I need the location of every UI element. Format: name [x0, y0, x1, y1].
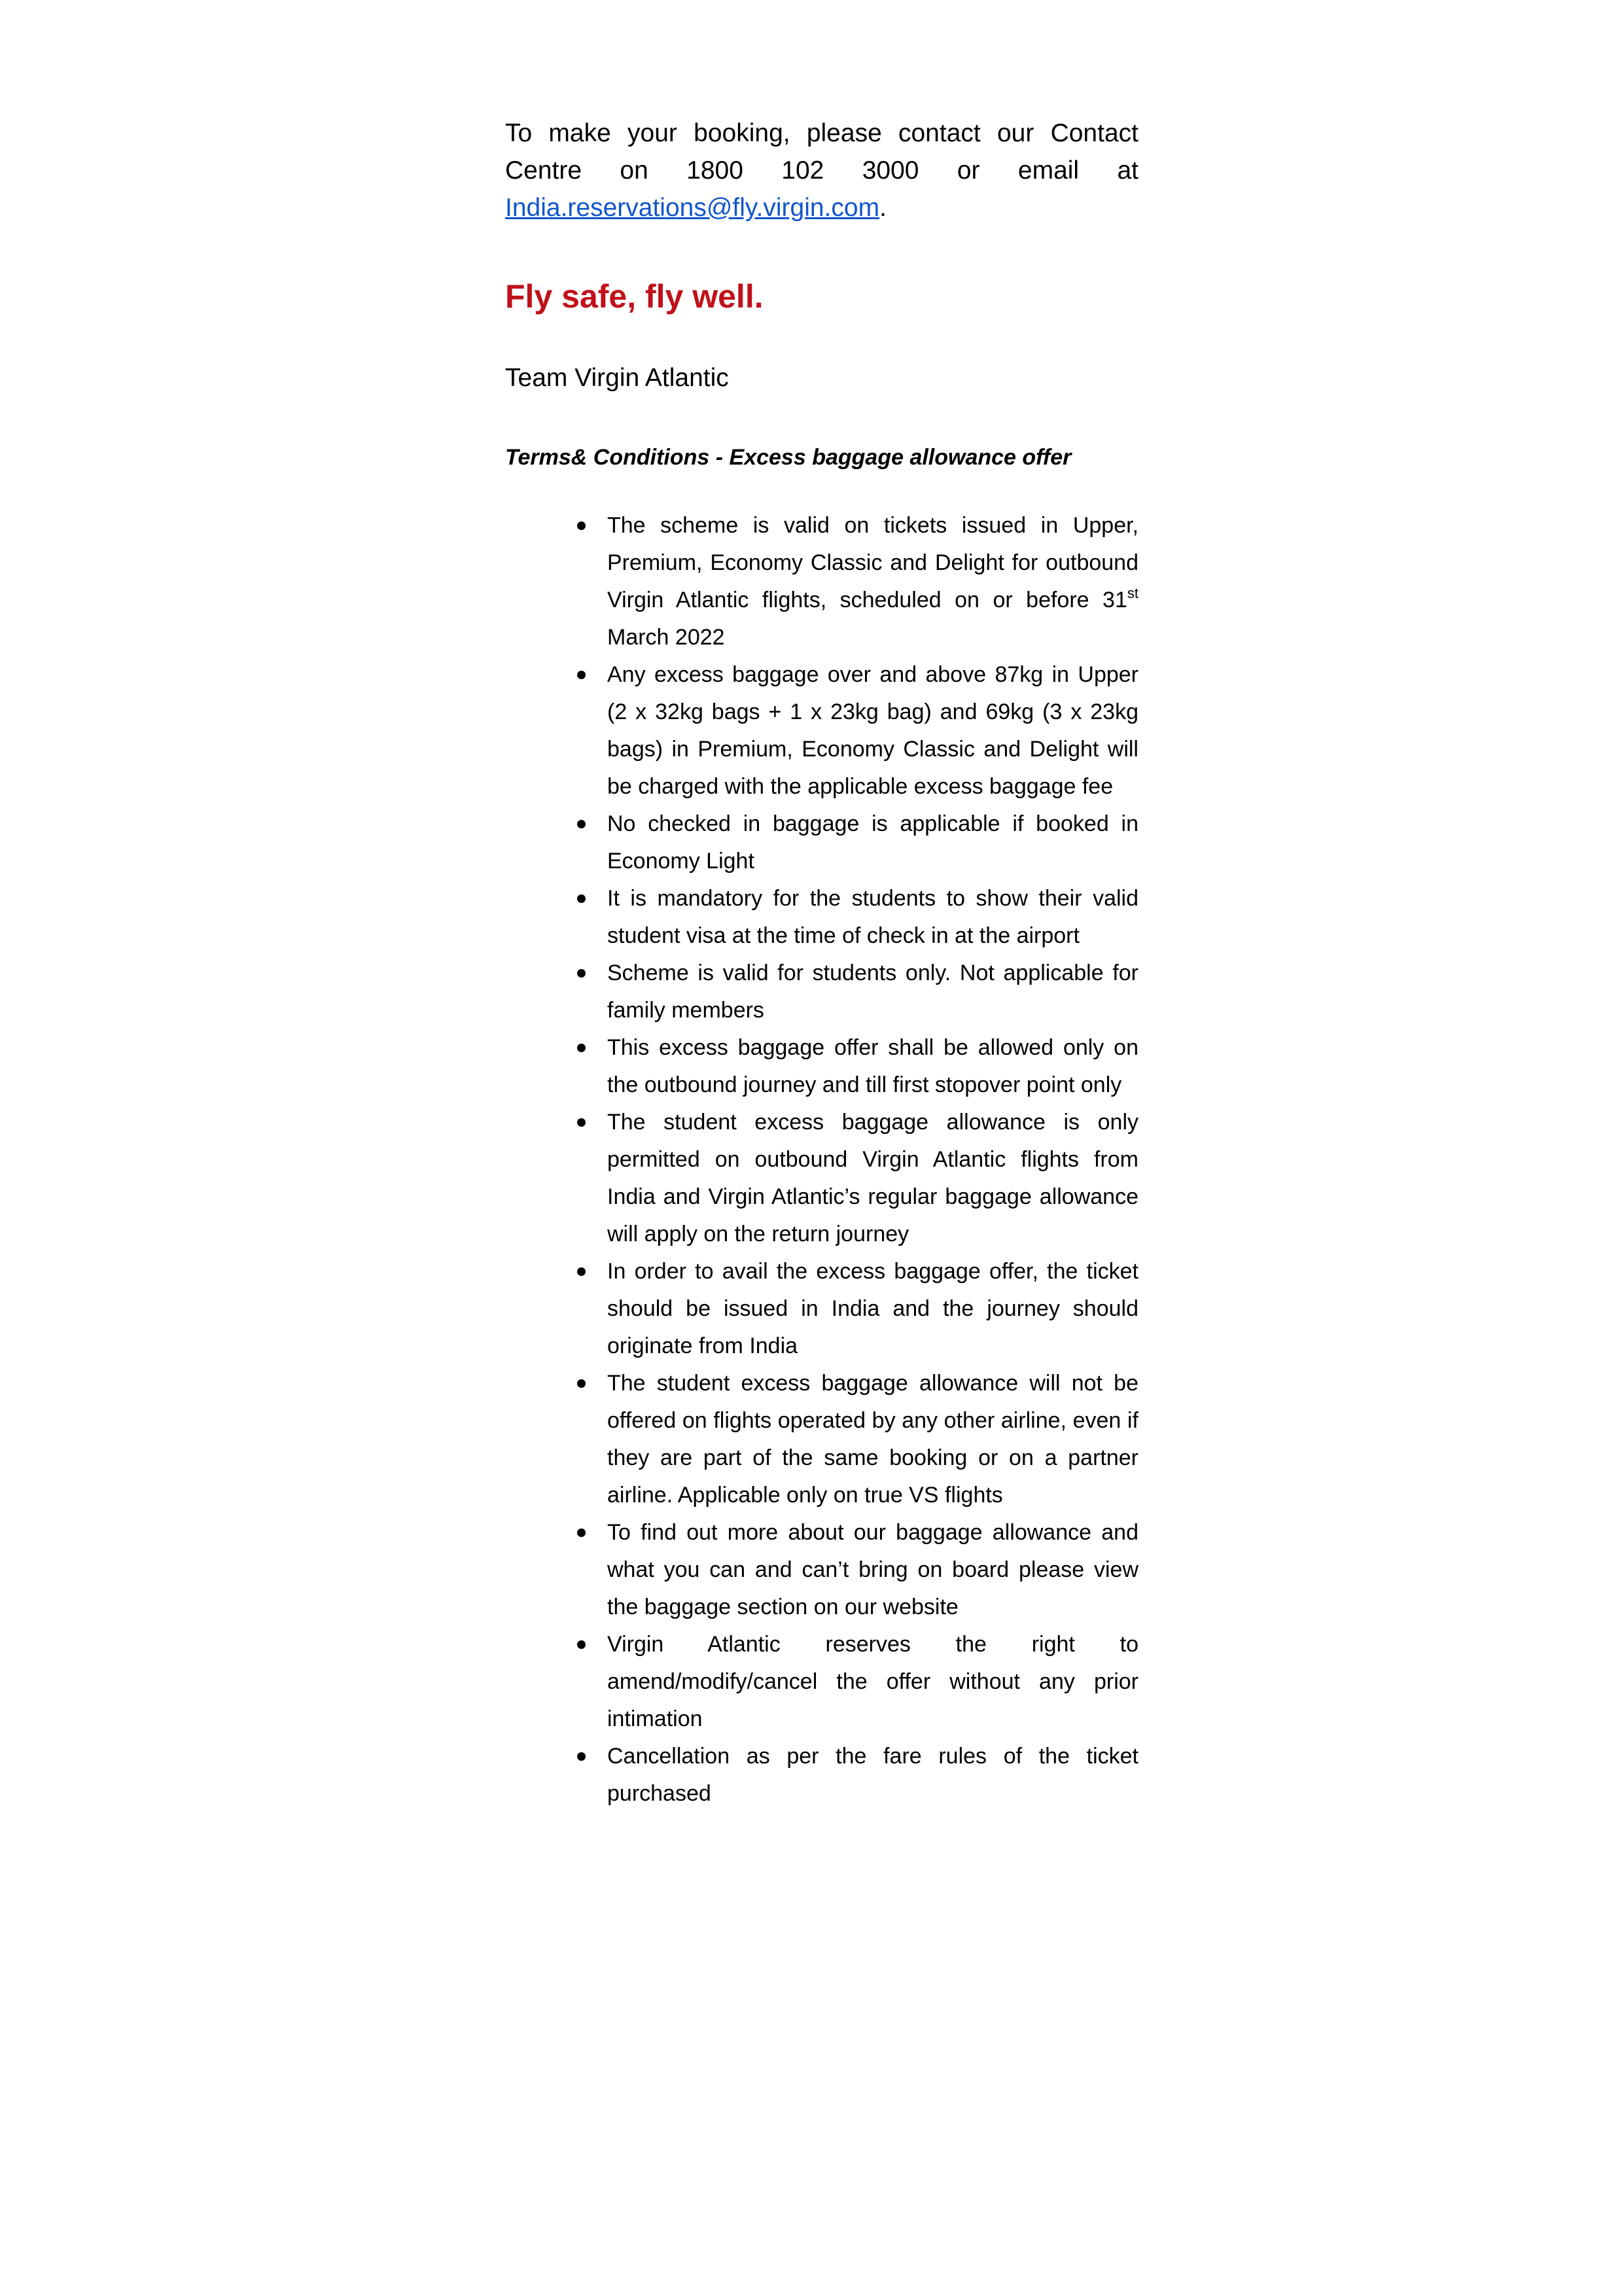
terms-item-text: Scheme is valid for students only. Not applicable for family members — [607, 961, 1138, 1023]
bullet-icon — [577, 1118, 586, 1127]
terms-item-text: Virgin Atlantic reserves the right to amend/modify/cancel the offer without any prior intimation — [607, 1632, 1138, 1731]
contact-text: To make your booking, please contact our Contact Centre on 1800 102 3000 or email at — [505, 119, 1138, 185]
terms-item-text-end: March 2022 — [607, 625, 725, 650]
terms-item-text: To find out more about our baggage allowance and what you can and can’t bring on board please view the baggage section on our website — [607, 1520, 1138, 1619]
ordinal-superscript: st — [1127, 585, 1138, 601]
terms-item — [505, 656, 1138, 805]
terms-item — [505, 1365, 1138, 1514]
contact-paragraph — [505, 115, 1138, 226]
terms-item — [505, 880, 1138, 955]
terms-item — [505, 1738, 1138, 1812]
terms-item — [505, 1626, 1138, 1738]
terms-item-text: Any excess baggage over and above 87kg in Upper (2 x 32kg bags + 1 x 23kg bag) and 69kg (3 x 23kg bags) in Premium, Economy Classic and Delight will be charged with the applicable excess baggage fee — [607, 662, 1138, 799]
terms-item — [505, 1253, 1138, 1365]
terms-item-text: No checked in baggage is applicable if booked in Economy Light — [607, 811, 1138, 874]
terms-item-text: Cancellation as per the fare rules of the ticket purchased — [607, 1744, 1138, 1806]
terms-item — [505, 507, 1138, 656]
bullet-icon — [577, 1752, 586, 1761]
signature: Team Virgin Atlantic — [505, 364, 729, 392]
bullet-icon — [577, 671, 586, 679]
bullet-icon — [577, 969, 586, 978]
bullet-icon — [577, 1640, 586, 1649]
bullet-icon — [577, 521, 586, 530]
terms-item — [505, 805, 1138, 880]
bullet-icon — [577, 1379, 586, 1388]
bullet-icon — [577, 894, 586, 903]
bullet-icon — [577, 1267, 586, 1276]
tagline: Fly safe, fly well. — [505, 278, 764, 315]
terms-item-text: The scheme is valid on tickets issued in Upper, Premium, Economy Classic and Delight for outbound Virgin Atlantic flights, scheduled on or before 31 — [607, 513, 1138, 612]
terms-item-text: This excess baggage offer shall be allowed only on the outbound journey and till first stopover point only — [607, 1035, 1138, 1097]
terms-item-text: In order to avail the excess baggage offer, the ticket should be issued in India and the journey should originate from India — [607, 1259, 1138, 1358]
terms-item-text: The student excess baggage allowance is only permitted on outbound Virgin Atlantic flights from India and Virgin Atlantic’s regular baggage allowance will apply on the return journey — [607, 1110, 1138, 1246]
terms-list — [505, 507, 1138, 1812]
bullet-icon — [577, 1044, 586, 1052]
terms-item — [505, 955, 1138, 1029]
contact-suffix: . — [879, 194, 887, 222]
bullet-icon — [577, 1528, 586, 1537]
terms-heading: Terms& Conditions - Excess baggage allowance offer — [505, 445, 1072, 470]
terms-item — [505, 1514, 1138, 1626]
terms-item — [505, 1029, 1138, 1104]
document-body — [505, 115, 1138, 1806]
bullet-icon — [577, 820, 586, 828]
terms-item-text: The student excess baggage allowance will not be offered on flights operated by any other airline, even if they are part of the same booking or on a partner airline. Applicable only on true VS flights — [607, 1371, 1138, 1508]
terms-item — [505, 1104, 1138, 1253]
terms-item-text: It is mandatory for the students to show their valid student visa at the time of check in at the airport — [607, 886, 1138, 948]
reservations-email-link[interactable]: India.reservations@fly.virgin.com — [505, 194, 880, 222]
